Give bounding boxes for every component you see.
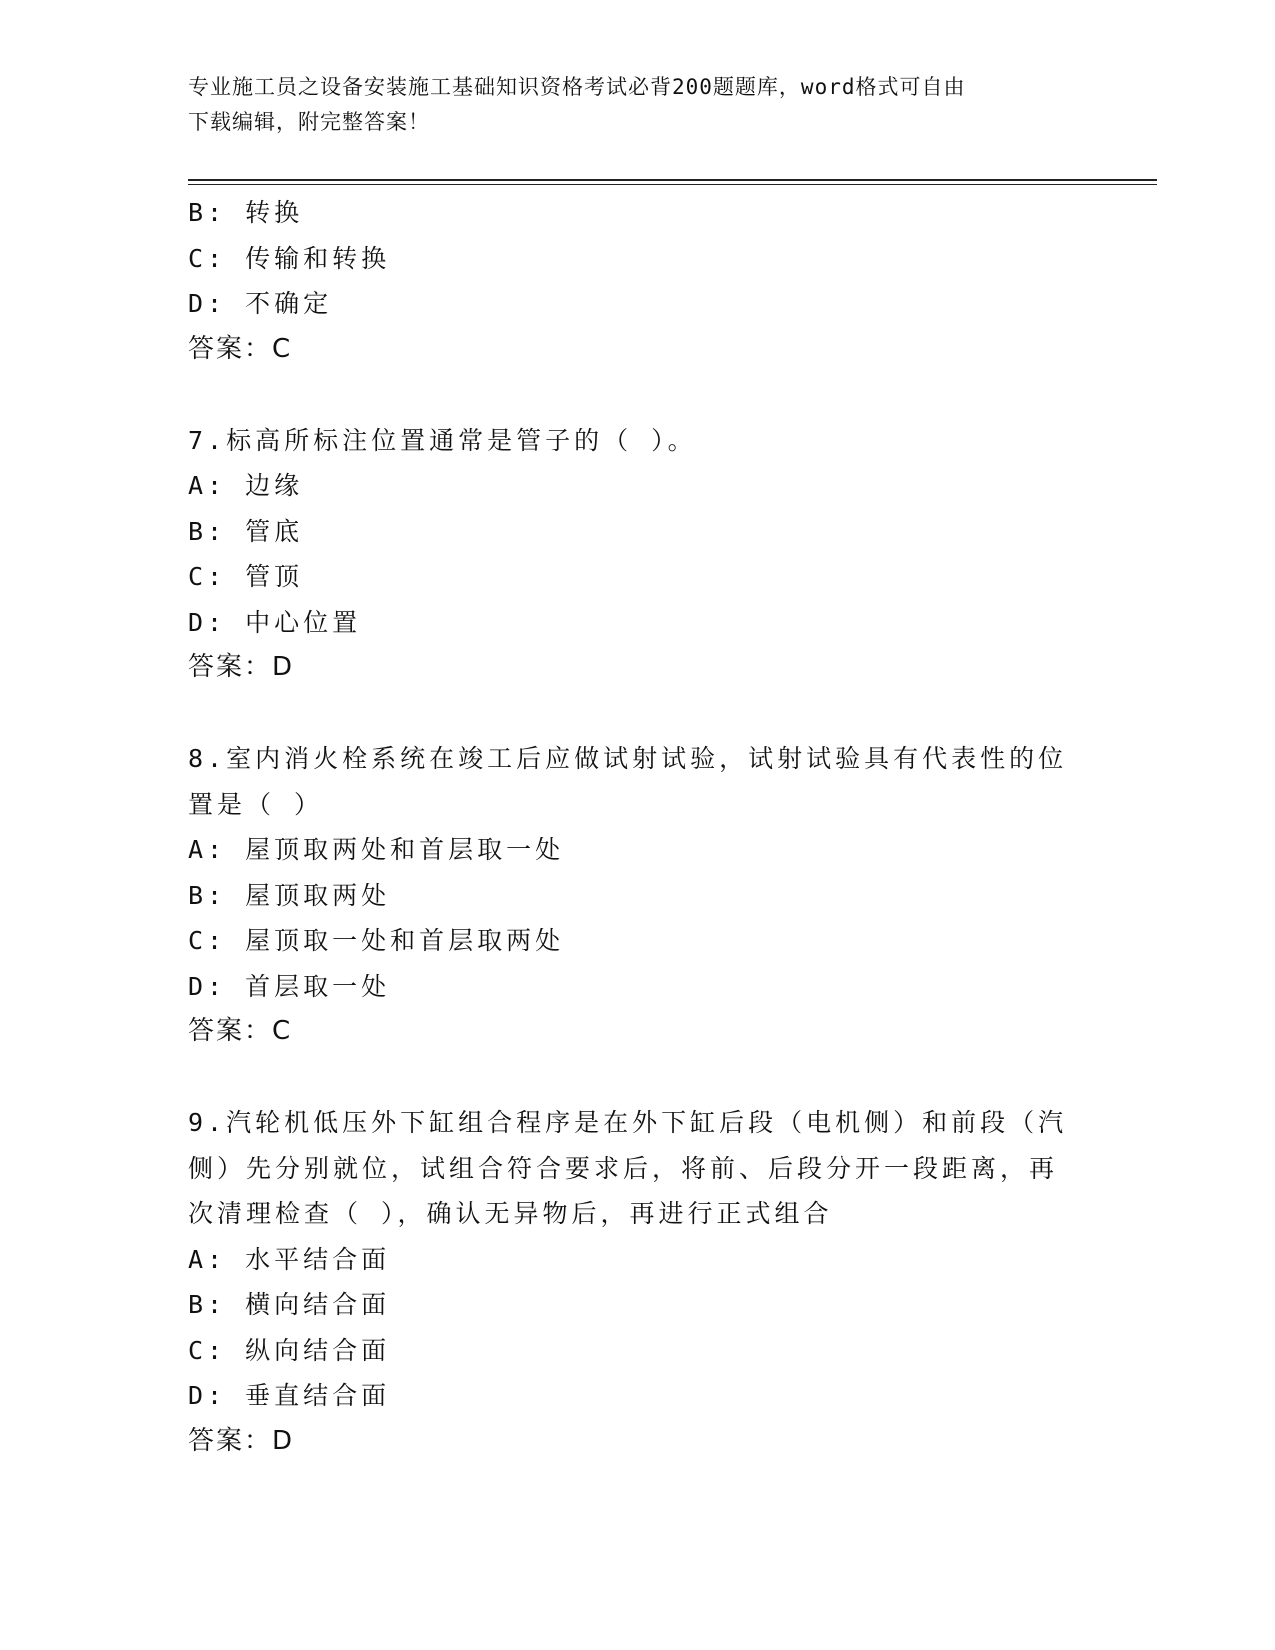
spacer <box>188 372 1068 418</box>
header-line-2: 下载编辑，附完整答案！ <box>188 110 430 134</box>
option-c: C: 纵向结合面 <box>188 1335 391 1365</box>
option-b: B: 屋顶取两处 <box>188 880 391 910</box>
answer-line: 答案：D <box>188 652 295 682</box>
spacer <box>188 691 1068 737</box>
question-block <box>188 736 1068 1055</box>
question-stem: 9.汽轮机低压外下缸组合程序是在外下缸后段（电机侧）和前段（汽侧）先分别就位，试组合符合要求后，将前、后段分开一段距离，再次清理检查（ ），确认无异物后，再进行正式组合 <box>188 1108 1068 1228</box>
option-d: D: 首层取一处 <box>188 971 391 1001</box>
option-b: B: 转换 <box>188 198 304 227</box>
option-a: A: 边缘 <box>188 471 304 500</box>
spacer <box>188 1055 1068 1101</box>
option-a: A: 水平结合面 <box>188 1244 391 1274</box>
header-divider-thin <box>188 184 1157 185</box>
document-header <box>188 70 1088 140</box>
option-c: C: 屋顶取一处和首层取两处 <box>188 926 565 955</box>
header-line-1: 专业施工员之设备安装施工基础知识资格考试必背200题题库，word格式可自由 <box>188 75 966 99</box>
option-b: B: 横向结合面 <box>188 1290 391 1319</box>
question-stem: 8.室内消火栓系统在竣工后应做试射试验，试射试验具有代表性的位置是（ ） <box>188 744 1068 819</box>
question-block <box>188 190 1068 372</box>
answer-line: 答案：C <box>188 1016 293 1046</box>
option-a: A: 屋顶取两处和首层取一处 <box>188 835 565 864</box>
answer-line: 答案：C <box>188 333 293 364</box>
question-stem: 7.标高所标注位置通常是管子的（ ）。 <box>188 425 697 455</box>
answer-line: 答案：D <box>188 1425 295 1456</box>
option-d: D: 中心位置 <box>188 607 362 637</box>
option-d: D: 垂直结合面 <box>188 1381 391 1410</box>
option-c: C: 传输和转换 <box>188 243 391 273</box>
question-block <box>188 1100 1068 1464</box>
header-divider-thick <box>188 179 1157 181</box>
question-block <box>188 418 1068 691</box>
option-c: C: 管顶 <box>188 562 304 591</box>
option-b: B: 管底 <box>188 516 304 546</box>
option-d: D: 不确定 <box>188 289 333 318</box>
question-list <box>188 190 1068 1464</box>
